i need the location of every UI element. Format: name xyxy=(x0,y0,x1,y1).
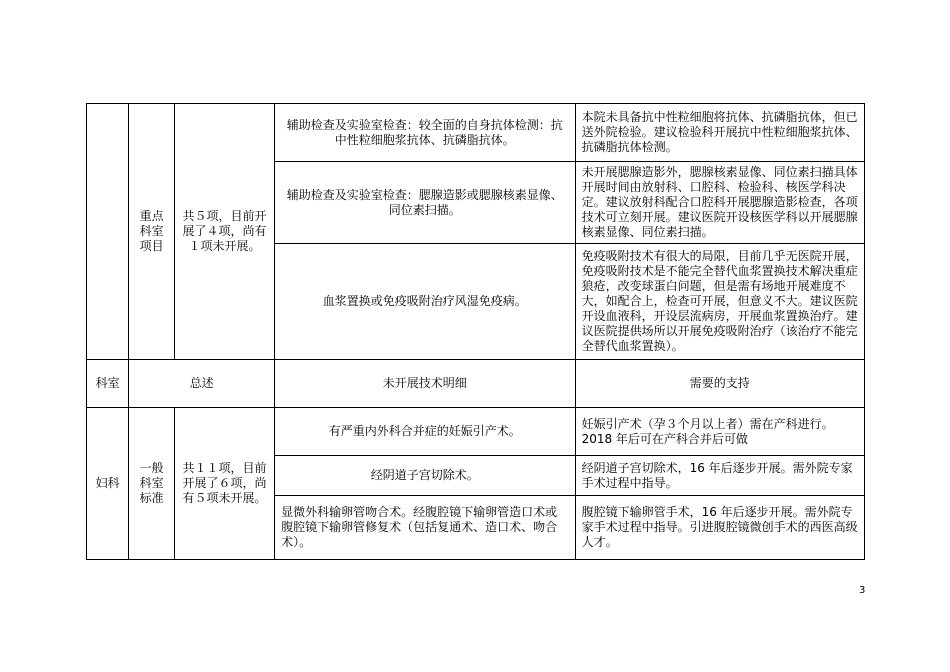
tech-cell: 辅助检查及实验室检查：较全面的自身抗体检测：抗中性粒细胞浆抗体、抗磷脂抗体。 xyxy=(275,104,576,162)
category-cell: 一般科室标准 xyxy=(129,408,175,560)
technology-table xyxy=(86,103,865,560)
dept-cell-empty xyxy=(87,104,129,360)
table-header-row xyxy=(87,360,865,408)
tech-cell: 辅助检查及实验室检查：腮腺造影或腮腺核素显像、同位素扫描。 xyxy=(275,162,576,244)
header-summary: 总述 xyxy=(129,360,275,408)
table-row xyxy=(87,104,865,162)
tech-cell: 有严重内外科合并症的妊娠引产术。 xyxy=(275,408,576,456)
header-tech: 未开展技术明细 xyxy=(275,360,576,408)
tech-cell: 经阴道子宫切除术。 xyxy=(275,456,576,496)
support-cell: 未开展腮腺造影外，腮腺核素显像、同位素扫描具体开展时间由放射科、口腔科、检验科、核医学科决定。建议放射科配合口腔科开展腮腺造影检查，各项技术可立刻开展。建议医院开设核医学科以开展腮腺核素显像、同位素扫描。 xyxy=(575,162,864,244)
support-cell: 免疫吸附技术有很大的局限，目前几乎无医院开展，免疫吸附技术是不能完全替代血浆置换技术解决重症狼疮，改变球蛋白问题，但是需有场地开展难度不大，如配合上，检查可开展，但意义不大。建议医院开设血液科，开设层流病房，开展血浆置换治疗。建议医院提供场所以开展免疫吸附治疗（该治疗不能完全替代血浆置换）。 xyxy=(575,244,864,360)
tech-cell: 血浆置换或免疫吸附治疗风湿免疫病。 xyxy=(275,244,576,360)
support-cell: 本院未具备抗中性粒细胞将抗体、抗磷脂抗体，但已送外院检验。建议检验科开展抗中性粒细胞浆抗体、抗磷脂抗体检测。 xyxy=(575,104,864,162)
category-cell: 重点科室项目 xyxy=(129,104,175,360)
tech-cell: 显微外科输卵管吻合术。经腹腔镜下输卵管造口术或腹腔镜下输卵管修复术（包括复通术、造口术、吻合术）。 xyxy=(275,496,576,560)
table-row xyxy=(87,408,865,456)
summary-cell: 共５项，目前开展了４项，尚有１项未开展。 xyxy=(174,104,274,360)
header-dept: 科室 xyxy=(87,360,129,408)
header-support: 需要的支持 xyxy=(575,360,864,408)
support-cell: 腹腔镜下输卵管手术，16 年后逐步开展。需外院专家手术过程中指导。引进腹腔镜微创手术的西医高级人才。 xyxy=(575,496,864,560)
page-number: 3 xyxy=(859,585,866,596)
support-cell: 经阴道子宫切除术，16 年后逐步开展。需外院专家手术过程中指导。 xyxy=(575,456,864,496)
dept-cell: 妇科 xyxy=(87,408,129,560)
summary-cell: 共１１项，目前开展了６项，尚有５项未开展。 xyxy=(174,408,274,560)
support-cell: 妊娠引产术（孕３个月以上者）需在产科进行。2018 年后可在产科合并后可做 xyxy=(575,408,864,456)
